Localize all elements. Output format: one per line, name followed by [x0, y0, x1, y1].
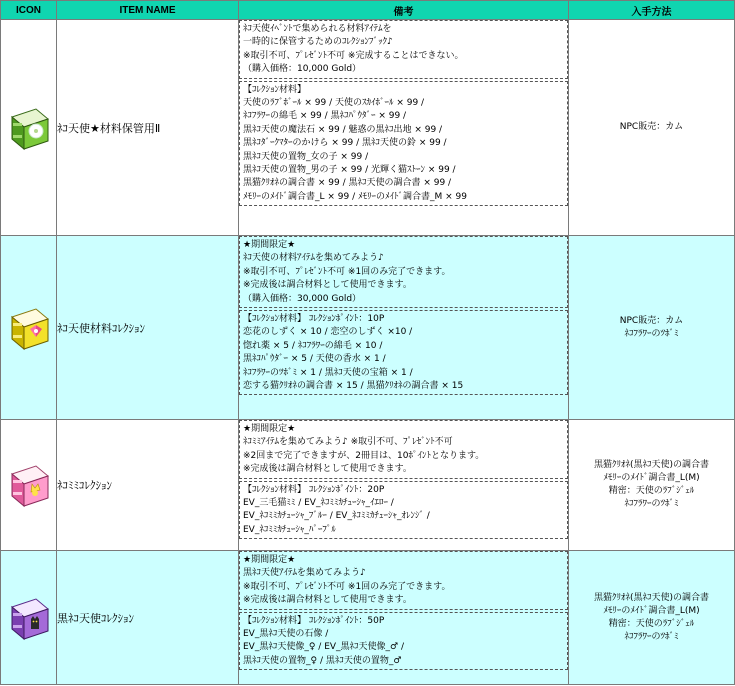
- materials-box: [239, 310, 568, 395]
- description-line: ※取引不可、ﾌﾟﾚｾﾞﾝﾄ不可 ※1回のみ完了できます。: [243, 266, 451, 277]
- item-icon-cell: [1, 20, 57, 236]
- material-line: 黒ﾈｺ天使の置物_女の子 × 99 /: [243, 151, 369, 162]
- description-line: ※2回まで完了できますが、2冊目は、10ﾎﾟｲﾝﾄとなります。: [243, 450, 485, 461]
- how-line: ﾈｺﾌﾗﾜｰのﾂﾎﾞﾐ: [624, 631, 679, 642]
- material-line: 【ｺﾚｸｼｮﾝ材料】: [243, 84, 307, 95]
- material-line: EV_ﾈｺﾐﾐｶﾁｭｰｼｬ_ﾊﾟｰﾌﾟﾙ: [243, 524, 336, 535]
- material-line: EV_三毛猫ﾐﾐ / EV_ﾈｺﾐﾐｶﾁｭｰｼｬ_ｲｴﾛｰ /: [243, 498, 394, 509]
- green-book-dandelion-icon: [6, 105, 52, 151]
- yellow-book-ribbon-icon: [6, 305, 52, 351]
- description-line: ※完成後は調合材料として使用できます。: [243, 464, 412, 475]
- description-box: [239, 420, 568, 479]
- material-line: 黒ﾈｺ天使の魔法石 × 99 / 魅惑の黒ﾈｺ出地 × 99 /: [243, 124, 443, 135]
- table-row: [1, 420, 735, 551]
- how-to-get-cell: [569, 551, 735, 685]
- how-line: 精密：天使のﾗﾌﾞｼﾞｪﾙ: [608, 618, 695, 629]
- item-notes: [239, 420, 569, 551]
- purple-book-cat-icon: [6, 595, 52, 641]
- material-line: ﾈｺﾌﾗﾜｰのﾂﾎﾞﾐ × 1 / 黒ﾈｺ天使の宝箱 × 1 /: [243, 367, 413, 378]
- material-line: 【ｺﾚｸｼｮﾝ材料】 ｺﾚｸｼｮﾝﾎﾟｲﾝﾄ：10P: [243, 314, 385, 325]
- item-name: 黒ﾈｺ天使ｺﾚｸｼｮﾝ: [57, 551, 239, 685]
- how-line: 精密：天使のﾗﾌﾞｼﾞｪﾙ: [608, 486, 695, 496]
- materials-box: [239, 481, 568, 540]
- material-line: 黒ﾈｺﾀﾞｰｸﾏﾀｰのかけら × 99 / 黒ﾈｺ天使の鈴 × 99 /: [243, 138, 447, 149]
- material-line: EV_黒ﾈｺ天使の石像 /: [243, 629, 329, 640]
- description-line: ﾈｺﾐﾐｱｲﾃﾑを集めてみよう♪ ※取引不可、ﾌﾟﾚｾﾞﾝﾄ不可: [243, 437, 453, 448]
- description-line: 黒ﾈｺ天使ｱｲﾃﾑを集めてみよう♪: [243, 568, 366, 579]
- how-line: ﾈｺﾌﾗﾜｰのﾂﾎﾞﾐ: [624, 499, 679, 509]
- how-line: ﾒﾓﾘｰのﾒｲﾄﾞ調合書_L(M): [603, 605, 700, 616]
- description-line: ※取引不可、ﾌﾟﾚｾﾞﾝﾄ不可 ※1回のみ完了できます。: [243, 581, 451, 592]
- item-notes: [239, 236, 569, 420]
- how-line: NPC販売：カム: [619, 122, 684, 132]
- how-line: ﾒﾓﾘｰのﾒｲﾄﾞ調合書_L(M): [603, 473, 700, 483]
- header-row: [1, 1, 735, 20]
- material-line: 惚れ薬 × 5 / ﾈｺﾌﾗﾜｰの綿毛 × 10 /: [243, 340, 383, 351]
- header-notes: 備考: [239, 1, 569, 20]
- description-line: ※完成後は調合材料として使用できます。: [243, 595, 412, 606]
- material-line: 黒猫ｸﾘｵﾈの調合書 × 99 / 黒ﾈｺ天使の調合書 × 99 /: [243, 178, 452, 189]
- material-line: ﾈｺﾌﾗﾜｰの綿毛 × 99 / 黒ﾈｺﾊﾟｳﾀﾞｰ × 99 /: [243, 111, 407, 122]
- description-box: [239, 236, 568, 308]
- item-notes: [239, 551, 569, 685]
- material-line: 黒ﾈｺ天使の置物_男の子 × 99 / 光輝く猫ｽﾄｰﾝ × 99 /: [243, 165, 456, 176]
- item-notes: [239, 20, 569, 236]
- header-item-name: ITEM NAME: [57, 1, 239, 20]
- materials-box: [239, 81, 568, 207]
- how-to-get-cell: [569, 420, 735, 551]
- item-name: ﾈｺ天使材料ｺﾚｸｼｮﾝ: [57, 236, 239, 420]
- description-box: [239, 551, 568, 610]
- pink-book-cat-icon: [6, 462, 52, 508]
- how-line: 黒猫ｸﾘｵﾈ(黒ﾈｺ天使)の調合書: [593, 460, 710, 470]
- description-line: ★期間限定★: [243, 555, 296, 565]
- material-line: 天使のﾗﾌﾞﾎﾞｰﾙ × 99 / 天使のｽｶｲﾎﾞｰﾙ × 99 /: [243, 98, 425, 109]
- header-how-to-get: 入手方法: [569, 1, 735, 20]
- material-line: ﾒﾓﾘｰのﾒｲﾄﾞ調合書_L × 99 / ﾒﾓﾘｰのﾒｲﾄﾞ調合書_M × 99: [243, 191, 467, 202]
- material-line: 黒ﾈｺ天使の置物_♀ / 黒ﾈｺ天使の置物_♂: [243, 655, 402, 666]
- description-line: ﾈｺ天使の材料ｱｲﾃﾑを集めてみよう♪: [243, 253, 384, 264]
- table-row: [1, 20, 735, 236]
- description-line: （購入価格：30,000 Gold）: [243, 293, 362, 304]
- item-icon-cell: [1, 420, 57, 551]
- material-line: EV_黒ﾈｺ天使像_♀ / EV_黒ﾈｺ天使像_♂ /: [243, 642, 404, 653]
- description-line: ※完成後は調合材料として使用できます。: [243, 280, 412, 291]
- materials-box: [239, 612, 568, 671]
- material-line: 恋する猫ｸﾘｵﾈの調合書 × 15 / 黒猫ｸﾘｵﾈの調合書 × 15: [243, 381, 464, 392]
- description-line: ★期間限定★: [243, 424, 296, 434]
- material-line: 【ｺﾚｸｼｮﾝ材料】 ｺﾚｸｼｮﾝﾎﾟｲﾝﾄ：20P: [243, 484, 385, 495]
- description-line: ★期間限定★: [243, 240, 296, 250]
- description-line: （購入価格：10,000 Gold）: [243, 64, 362, 75]
- description-line: ﾈｺ天使ｲﾍﾞﾝﾄで集められる材料ｱｲﾃﾑを: [243, 24, 392, 34]
- how-to-get-cell: [569, 236, 735, 420]
- material-line: 恋花のしずく × 10 / 恋空のしずく ×10 /: [243, 327, 413, 338]
- how-line: 黒猫ｸﾘｵﾈ(黒ﾈｺ天使)の調合書: [593, 592, 710, 603]
- description-box: [239, 20, 568, 79]
- description-line: ※取引不可、ﾌﾟﾚｾﾞﾝﾄ不可 ※完成することはできない。: [243, 50, 464, 61]
- how-line: ﾈｺﾌﾗﾜｰのﾂﾎﾞﾐ: [624, 328, 679, 339]
- item-icon-cell: [1, 236, 57, 420]
- description-line: 一時的に保管するためのｺﾚｸｼｮﾝﾌﾞｯｸ♪: [243, 37, 393, 48]
- material-line: EV_ﾈｺﾐﾐｶﾁｭｰｼｬ_ﾌﾞﾙｰ / EV_ﾈｺﾐﾐｶﾁｭｰｼｬ_ｵﾚﾝｼﾞ /: [243, 511, 430, 522]
- material-line: 【ｺﾚｸｼｮﾝ材料】 ｺﾚｸｼｮﾝﾎﾟｲﾝﾄ：50P: [243, 615, 385, 626]
- how-line: NPC販売：カム: [619, 315, 684, 326]
- item-icon-cell: [1, 551, 57, 685]
- how-to-get-cell: [569, 20, 735, 236]
- material-line: 黒ﾈｺﾊﾟｳﾀﾞｰ × 5 / 天使の香水 × 1 /: [243, 354, 386, 365]
- header-icon: ICON: [1, 1, 57, 20]
- table-row: [1, 236, 735, 420]
- table-row: [1, 551, 735, 685]
- item-name: ﾈｺﾐﾐｺﾚｸｼｮﾝ: [57, 420, 239, 551]
- item-name: ﾈｺ天使★材料保管用Ⅱ: [57, 20, 239, 236]
